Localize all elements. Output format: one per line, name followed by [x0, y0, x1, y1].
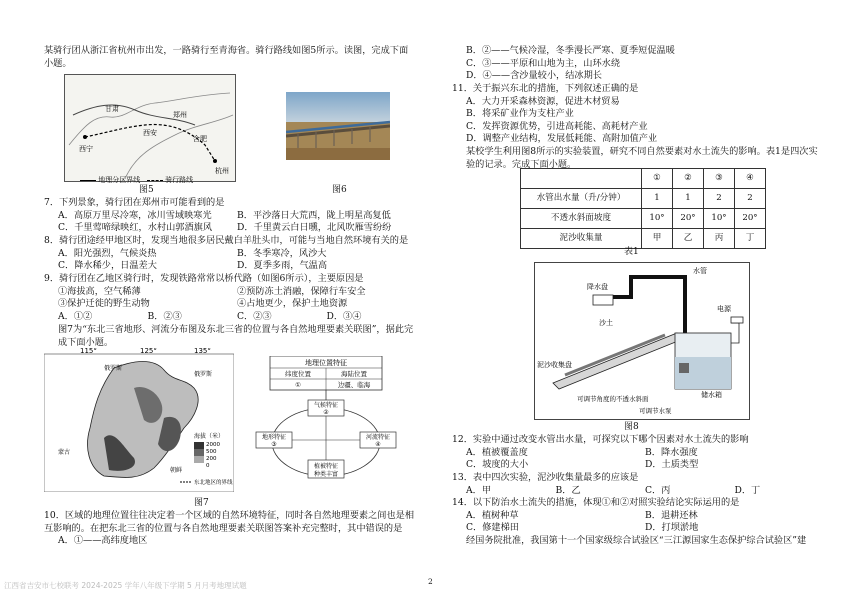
q9-option-c: C．②③: [237, 310, 272, 322]
q11-option-a: A．大力开采森林资源，促进木材贸易: [466, 95, 620, 107]
figure-7-relation-diagram: [250, 356, 400, 486]
q9-statement-2: ②预防冻土消融，保障行车安全: [237, 285, 366, 297]
power-wire: [731, 323, 739, 343]
row-label-slope: 不透水斜面坡度: [521, 209, 642, 229]
table-col-4: ④: [735, 169, 766, 189]
q14-option-c: C．修建梯田: [466, 522, 519, 534]
map-label-gansu: 甘肃: [105, 105, 119, 113]
rel-vegetation: 植被特征: [313, 463, 339, 470]
row-label-water-flow: 水管出水量（升/分钟）: [521, 189, 642, 209]
route-legend-label: 骑行路线: [165, 176, 194, 184]
q9-option-d: D．③④: [326, 310, 362, 322]
bridge-photo-svg: [286, 92, 390, 160]
q10-stem: 10．区域的地理位置往往决定着一个区域的自然环境特征，同时各自然地理要素之间也是相互影响的。在把东北三省的位置与各自然地理要素关联图答案补充完整时，其中错误的是: [44, 510, 415, 534]
table-cell: 20°: [735, 209, 766, 229]
question-9: [44, 273, 416, 323]
route-legend-icon: [147, 180, 163, 181]
q8-option-d: D．夏季多雨，气温高: [237, 260, 328, 272]
ne-boundary-legend-label: 东北地区的界线: [194, 480, 233, 486]
figure-8-apparatus: [534, 262, 750, 420]
rain-box-shape: [593, 295, 613, 305]
table-row: [521, 209, 766, 229]
q11-option-b: B．将采矿业作为支柱产业: [466, 108, 574, 120]
table-corner-cell: [521, 169, 642, 189]
q8-stem: 8．骑行团途经甲地区时，发现当地很多居民戴白羊肚头巾，可能与当地自然环境有关的是: [44, 235, 409, 246]
label-slope: 可调节角度的不透水斜面: [577, 395, 649, 403]
label-rain-box: 降水盘: [587, 283, 608, 291]
q7-stem: 7．下列景象，骑行团在郑州市可能看到的是: [44, 197, 225, 208]
map-label-hangzhou: 杭州: [215, 167, 229, 175]
q13-stem: 13．表中四次实验，泥沙收集量最多的应该是: [452, 472, 639, 483]
table-cell: 10°: [704, 209, 735, 229]
intro-text-4: 经国务院批准，我国第十一个国家级综合试验区“三江源国家生态保护综合试验区”建: [466, 535, 807, 546]
rel-river: 河流特征: [365, 434, 391, 441]
rel-vegetation-value: 种类丰富: [313, 471, 339, 478]
q14-stem: 14．以下防治水土流失的措施，体现①和②对照实验结论实际运用的是: [452, 497, 740, 508]
question-10: [44, 510, 416, 548]
table-cell: 乙: [673, 229, 704, 249]
hangzhou-dot: [213, 159, 217, 163]
table-row: [521, 229, 766, 249]
q11-option-c: C．发挥资源优势，引进高耗能、高耗材产业: [466, 120, 648, 132]
question-11: [452, 83, 824, 146]
q9-option-b: B．②③: [147, 310, 182, 322]
place-label-mongolia: 蒙古: [58, 449, 71, 456]
lon-label-135: 135°: [194, 348, 211, 355]
q13-option-a: A．甲: [466, 484, 492, 496]
question-8: [44, 235, 416, 273]
slope-shape: [553, 333, 683, 389]
rel-blank-3: ③: [271, 441, 277, 448]
intro-text-2: 图7为“东北三省地形、河流分布图及东北三省的位置与各自然地理要素关联图”，据此完成下面小题。: [58, 324, 414, 348]
q13-option-c: C．丙: [645, 484, 671, 496]
elev-value-200: 200: [206, 456, 217, 462]
elev-value-2000: 2000: [206, 442, 220, 448]
intro-text-3: 某校学生利用图8所示的实验装置，研究不同自然要素对水土流失的影响。表1是四次实验的记录。完成下面小题。: [466, 146, 818, 170]
rel-blank-2: ②: [323, 409, 329, 416]
map-label-zhengzhou: 郑州: [173, 111, 187, 119]
apparatus-svg: [535, 263, 749, 419]
table-1-caption: 表1: [624, 247, 639, 257]
q10-option-b: B．②——气候冷湿，冬季漫长严寒、夏季短促温暖: [466, 45, 675, 56]
elev-swatch-2: [194, 449, 204, 456]
table-cell: 1: [642, 189, 673, 209]
table-cell: 2: [735, 189, 766, 209]
label-soil: 沙土: [599, 319, 613, 327]
page-number: 2: [428, 577, 433, 586]
question-12: [452, 434, 824, 472]
rel-latitude: 纬度位置: [285, 370, 311, 378]
label-pipe: 水管: [693, 267, 707, 275]
xining-dot: [83, 135, 87, 139]
row-label-sediment: 泥沙收集量: [521, 229, 642, 249]
q7-option-c: C．千里莺啼绿映红，水村山郭酒旗风: [58, 222, 213, 234]
q7-option-a: A．高原万里尽冷寒，冰川雪域映寒光: [58, 209, 212, 221]
q10-option-a: A．①——高纬度地区: [58, 535, 148, 547]
elev-swatch-1: [194, 442, 204, 449]
rel-blank-4: ④: [375, 441, 381, 448]
elev-value-0: 0: [206, 463, 210, 469]
label-pump: 可调节水泵: [639, 407, 672, 415]
lon-label-115: 115°: [80, 348, 97, 355]
rel-title: 地理位置特征: [305, 359, 347, 367]
rel-climate: 气候特征: [313, 402, 339, 409]
place-label-russia-2: 俄罗斯: [194, 371, 213, 378]
table-col-1: ①: [642, 169, 673, 189]
q9-option-a: A．①②: [58, 310, 93, 322]
q9-statement-3: ③保护迁徙的野生动物: [58, 298, 150, 310]
q12-option-b: B．降水强度: [645, 446, 698, 458]
map-label-hefei: 合肥: [193, 135, 207, 143]
table-1: [452, 168, 766, 249]
relation-diagram-svg: [250, 356, 400, 486]
q9-statement-1: ①海拔高，空气稀薄: [58, 285, 141, 297]
q8-option-c: C．降水稀少，日温差大: [58, 260, 157, 272]
q13-option-b: B．乙: [555, 484, 581, 496]
pipe-shape: [613, 277, 685, 333]
elevation-legend-title: 海拔（米）: [194, 433, 225, 440]
figure-5-map: [64, 74, 236, 182]
boundary-legend-icon: [80, 180, 96, 181]
figure-6-photo: [286, 92, 390, 160]
q9-statement-4: ④占地更少，保护土地资源: [237, 298, 348, 310]
q7-option-d: D．千里黄云白日曛，北风吹雁雪纷纷: [237, 222, 392, 234]
lon-label-125: 125°: [140, 348, 157, 355]
q14-option-a: A．植树种草: [466, 509, 519, 521]
rel-blank-1: ①: [295, 381, 301, 389]
question-7: [44, 197, 416, 235]
figure-7-caption: 图7: [194, 498, 209, 508]
q14-option-d: D．打坝淤地: [645, 522, 699, 534]
q12-stem: 12．实验中通过改变水管出水量，可探究以下哪个因素对水土流失的影响: [452, 434, 749, 445]
pump-shape: [679, 363, 689, 373]
boundary-legend-label: 地理分区界线: [98, 176, 141, 184]
figure-6-caption: 图6: [332, 185, 347, 195]
map-label-xining: 西宁: [79, 145, 93, 153]
place-label-korea: 朝鲜: [170, 467, 183, 474]
q8-option-a: A．阳光强烈，气候炎热: [58, 247, 157, 259]
label-tank: 储水箱: [701, 391, 722, 399]
rel-frontier: 边疆、临海: [337, 381, 371, 389]
rel-terrain: 地形特征: [261, 434, 287, 441]
northeast-terrain-svg: [44, 348, 234, 492]
figure-7-map: [44, 348, 234, 492]
table-cell: 1: [673, 189, 704, 209]
page-footer: 江西省吉安市七校联考 2024-2025 学年八年级下学期 5 月月考地理试题: [4, 581, 247, 590]
figure-8-caption: 图8: [624, 422, 639, 432]
fig5-legend: [80, 174, 250, 187]
table-cell: 10°: [642, 209, 673, 229]
question-14: [452, 497, 824, 535]
q12-option-a: A．植被覆盖度: [466, 446, 528, 458]
label-power: 电源: [717, 305, 731, 313]
question-10-continued: [452, 45, 824, 83]
q9-stem: 9．骑行团在乙地区骑行时，发现铁路常常以桥代路（如图6所示），主要原因是: [44, 273, 364, 284]
table-cell: 丙: [704, 229, 735, 249]
map-label-xian: 西安: [143, 129, 157, 137]
table-row: [521, 189, 766, 209]
elev-value-500: 500: [206, 449, 217, 455]
place-label-russia-1: 俄罗斯: [104, 365, 123, 372]
question-13: [452, 472, 824, 497]
q12-option-c: C．坡度的大小: [466, 459, 529, 471]
table-cell: 丁: [735, 229, 766, 249]
q10-option-d: D．④——含沙量较小，结冰期长: [466, 70, 602, 82]
table-col-2: ②: [673, 169, 704, 189]
figure-5-caption: 图5: [139, 185, 154, 195]
table-cell: 甲: [642, 229, 673, 249]
experiment-table: [520, 168, 766, 249]
q10-option-c: C．③——平原和山地为主，山环水绕: [466, 57, 621, 69]
soil-shape: [565, 335, 665, 375]
table-cell: 20°: [673, 209, 704, 229]
q8-option-b: B．冬季寒冷，风沙大: [237, 247, 327, 259]
q12-option-d: D．土质类型: [645, 459, 699, 471]
table-header-row: [521, 169, 766, 189]
table-cell: 2: [704, 189, 735, 209]
power-shape: [731, 317, 743, 323]
intro-text: 某骑行团从浙江省杭州市出发，一路骑行至青海省。骑行路线如图5所示。读图，完成下面小题。: [44, 45, 409, 69]
table-col-3: ③: [704, 169, 735, 189]
elev-swatch-3: [194, 456, 204, 463]
route-map-svg: [65, 75, 235, 181]
rel-sea-land: 海陆位置: [341, 370, 367, 378]
q13-option-d: D．丁: [734, 484, 761, 496]
q7-option-b: B．平沙落日大荒西，陇上明星高复低: [237, 209, 391, 221]
q14-option-b: B．退耕还林: [645, 509, 698, 521]
label-mud-tray: 泥沙收集盘: [537, 361, 572, 369]
q11-option-d: D．调整产业结构，发展低耗能、高附加值产业: [466, 133, 658, 145]
q11-stem: 11．关于振兴东北的措施，下列叙述正确的是: [452, 83, 639, 94]
